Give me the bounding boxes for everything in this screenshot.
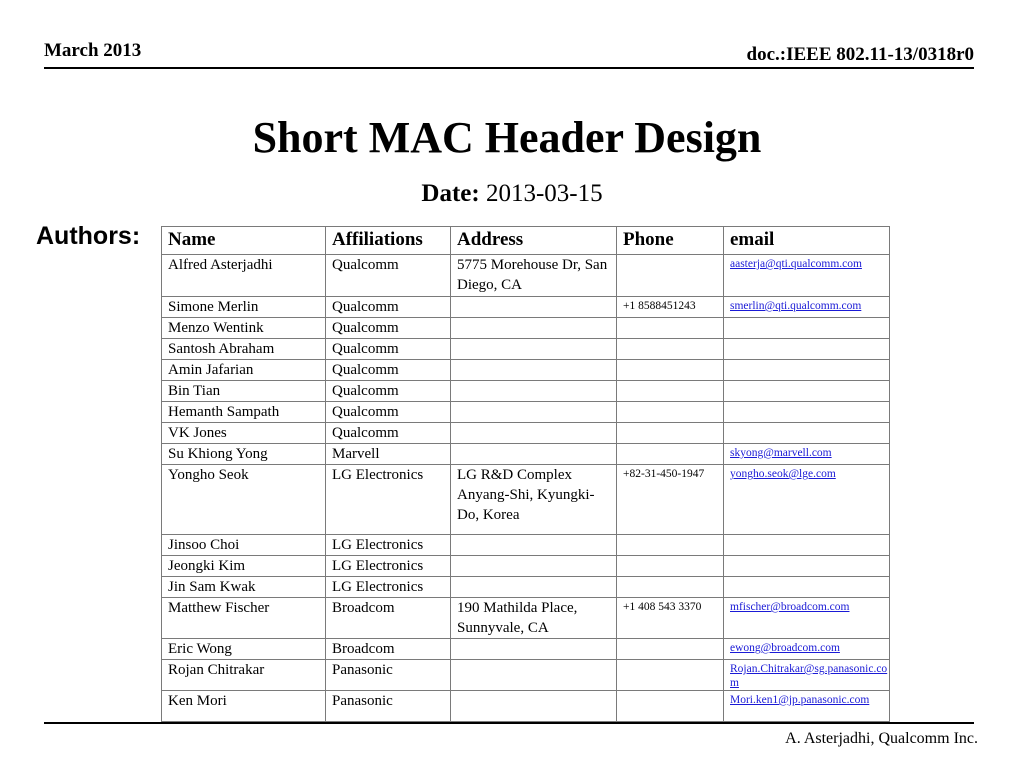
- email-link[interactable]: skyong@marvell.com: [730, 447, 832, 459]
- table-row: [162, 598, 890, 639]
- cell-phone: [617, 381, 724, 402]
- cell-phone: [617, 360, 724, 381]
- email-link[interactable]: Rojan.Chitrakar@sg.panasonic.com: [730, 663, 888, 689]
- table-header-row: [162, 227, 890, 255]
- cell-address: [451, 402, 617, 423]
- cell-name: Simone Merlin: [162, 297, 326, 318]
- cell-address: [451, 360, 617, 381]
- cell-address: [451, 297, 617, 318]
- header-divider: [44, 67, 974, 69]
- table-row: [162, 660, 890, 691]
- email-link[interactable]: smerlin@qti.qualcomm.com: [730, 300, 862, 312]
- authors-table: [161, 226, 890, 722]
- cell-affiliation: Qualcomm: [326, 339, 451, 360]
- cell-address: [451, 423, 617, 444]
- footer-author: A. Asterjadhi, Qualcomm Inc.: [785, 730, 978, 747]
- cell-affiliation: Panasonic: [326, 691, 451, 722]
- cell-address: [451, 660, 617, 691]
- slide-title: Short MAC Header Design: [252, 113, 762, 162]
- cell-affiliation: Qualcomm: [326, 360, 451, 381]
- cell-address: 5775 Morehouse Dr, San Diego, CA: [451, 255, 617, 297]
- cell-phone: [617, 423, 724, 444]
- column-header-name: Name: [162, 227, 326, 255]
- cell-affiliation: Qualcomm: [326, 297, 451, 318]
- cell-name: Alfred Asterjadhi: [162, 255, 326, 297]
- cell-name: Hemanth Sampath: [162, 402, 326, 423]
- header-date: March 2013: [44, 40, 142, 61]
- cell-email: [724, 660, 890, 691]
- cell-phone: [617, 660, 724, 691]
- email-link[interactable]: aasterja@qti.qualcomm.com: [730, 258, 862, 270]
- date-value: 2013-03-15: [479, 180, 603, 207]
- table-row: [162, 639, 890, 660]
- cell-name: Jeongki Kim: [162, 556, 326, 577]
- cell-name: Su Khiong Yong: [162, 444, 326, 465]
- cell-phone: +82-31-450-1947: [617, 465, 724, 535]
- cell-phone: [617, 444, 724, 465]
- cell-email: [724, 318, 890, 339]
- table-row: [162, 360, 890, 381]
- footer-divider: [44, 722, 974, 724]
- table-row: [162, 402, 890, 423]
- cell-email: [724, 297, 890, 318]
- cell-address: [451, 339, 617, 360]
- table-row: [162, 255, 890, 297]
- cell-email: [724, 423, 890, 444]
- table-row: [162, 381, 890, 402]
- cell-email: [724, 360, 890, 381]
- table-row: [162, 444, 890, 465]
- cell-name: Matthew Fischer: [162, 598, 326, 639]
- cell-name: Bin Tian: [162, 381, 326, 402]
- cell-name: Yongho Seok: [162, 465, 326, 535]
- cell-affiliation: LG Electronics: [326, 577, 451, 598]
- cell-email: [724, 402, 890, 423]
- cell-phone: [617, 639, 724, 660]
- date-label: Date:: [421, 180, 480, 207]
- table-row: [162, 423, 890, 444]
- authors-label: Authors:: [36, 222, 141, 250]
- cell-email: [724, 444, 890, 465]
- cell-affiliation: Marvell: [326, 444, 451, 465]
- cell-affiliation: Qualcomm: [326, 255, 451, 297]
- column-header-email: email: [724, 227, 890, 255]
- cell-email: [724, 535, 890, 556]
- table-row: [162, 465, 890, 535]
- table-row: [162, 577, 890, 598]
- email-link[interactable]: yongho.seok@lge.com: [730, 468, 836, 480]
- cell-name: Santosh Abraham: [162, 339, 326, 360]
- table-row: [162, 297, 890, 318]
- cell-name: VK Jones: [162, 423, 326, 444]
- table-row: [162, 535, 890, 556]
- table-row: [162, 339, 890, 360]
- header-doc-id: doc.:IEEE 802.11-13/0318r0: [746, 44, 974, 65]
- cell-email: [724, 465, 890, 535]
- cell-address: 190 Mathilda Place, Sunnyvale, CA: [451, 598, 617, 639]
- cell-affiliation: Panasonic: [326, 660, 451, 691]
- cell-phone: [617, 318, 724, 339]
- cell-email: [724, 577, 890, 598]
- cell-address: [451, 381, 617, 402]
- column-header-affiliations: Affiliations: [326, 227, 451, 255]
- cell-phone: +1 8588451243: [617, 297, 724, 318]
- cell-email: [724, 255, 890, 297]
- cell-address: [451, 318, 617, 339]
- cell-name: Eric Wong: [162, 639, 326, 660]
- cell-address: [451, 556, 617, 577]
- cell-address: [451, 444, 617, 465]
- cell-phone: [617, 691, 724, 722]
- cell-affiliation: Qualcomm: [326, 381, 451, 402]
- cell-phone: [617, 535, 724, 556]
- table-row: [162, 318, 890, 339]
- cell-name: Rojan Chitrakar: [162, 660, 326, 691]
- cell-name: Menzo Wentink: [162, 318, 326, 339]
- cell-phone: [617, 255, 724, 297]
- cell-email: [724, 339, 890, 360]
- cell-phone: [617, 577, 724, 598]
- cell-email: [724, 381, 890, 402]
- cell-affiliation: Qualcomm: [326, 402, 451, 423]
- cell-email: [724, 691, 890, 722]
- cell-phone: [617, 556, 724, 577]
- cell-affiliation: LG Electronics: [326, 535, 451, 556]
- cell-affiliation: Qualcomm: [326, 318, 451, 339]
- cell-affiliation: Qualcomm: [326, 423, 451, 444]
- cell-address: LG R&D Complex Anyang-Shi, Kyungki-Do, Korea: [451, 465, 617, 535]
- cell-email: [724, 639, 890, 660]
- slide-date: [0, 180, 1024, 208]
- cell-affiliation: Broadcom: [326, 639, 451, 660]
- cell-phone: +1 408 543 3370: [617, 598, 724, 639]
- email-link[interactable]: mfischer@broadcom.com: [730, 601, 850, 613]
- table-row: [162, 556, 890, 577]
- table-row: [162, 691, 890, 722]
- cell-affiliation: LG Electronics: [326, 465, 451, 535]
- cell-affiliation: LG Electronics: [326, 556, 451, 577]
- email-link[interactable]: ewong@broadcom.com: [730, 642, 840, 654]
- cell-address: [451, 691, 617, 722]
- cell-name: Amin Jafarian: [162, 360, 326, 381]
- column-header-address: Address: [451, 227, 617, 255]
- cell-affiliation: Broadcom: [326, 598, 451, 639]
- cell-address: [451, 577, 617, 598]
- cell-phone: [617, 339, 724, 360]
- cell-name: Jinsoo Choi: [162, 535, 326, 556]
- cell-address: [451, 639, 617, 660]
- cell-email: [724, 556, 890, 577]
- cell-name: Jin Sam Kwak: [162, 577, 326, 598]
- cell-address: [451, 535, 617, 556]
- cell-name: Ken Mori: [162, 691, 326, 722]
- column-header-phone: Phone: [617, 227, 724, 255]
- cell-email: [724, 598, 890, 639]
- cell-phone: [617, 402, 724, 423]
- email-link[interactable]: Mori.ken1@jp.panasonic.com: [730, 694, 870, 706]
